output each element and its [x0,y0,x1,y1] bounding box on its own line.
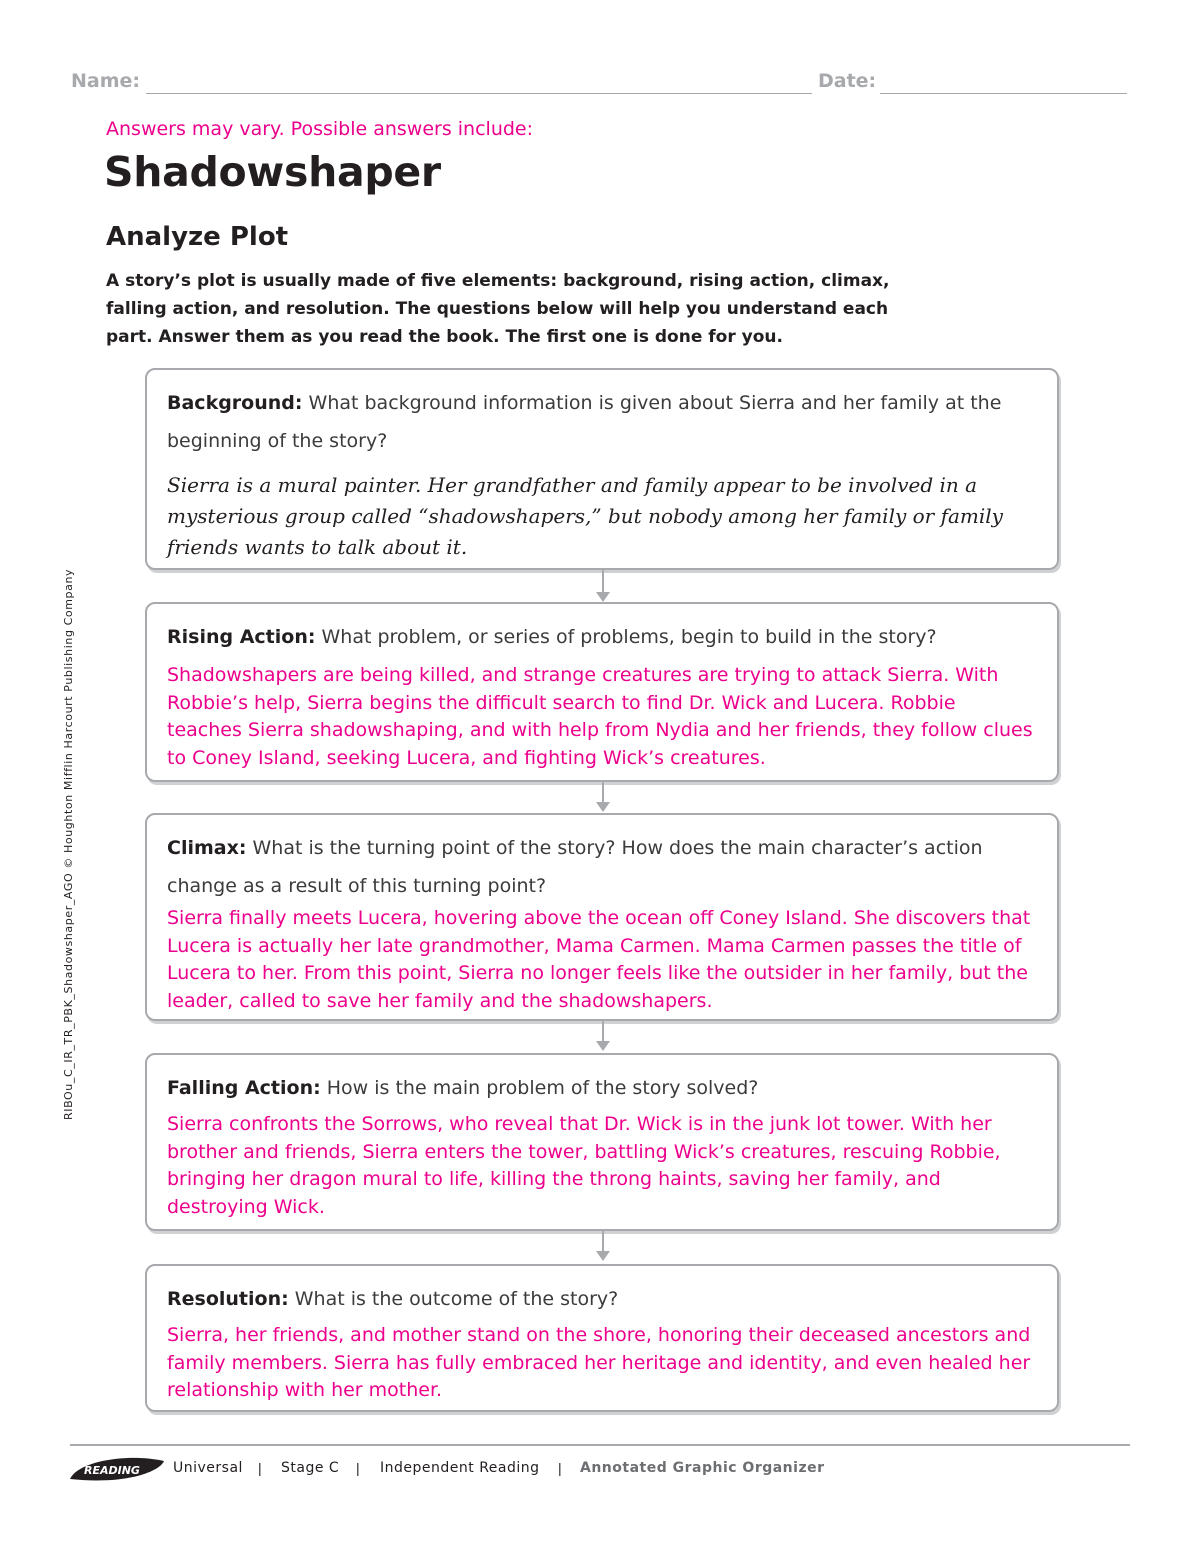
footer-divider [70,1444,1130,1446]
footer-doc-type: Annotated Graphic Organizer [580,1460,825,1476]
date-field[interactable] [880,93,1127,94]
question [167,1069,1035,1107]
page-title: Shadowshaper [104,148,441,196]
date-label: Date: [818,70,877,92]
plot-box-rising-action [145,602,1059,782]
answers-note: Answers may vary. Possible answers include: [106,118,534,140]
reading-logo [68,1455,166,1485]
question [167,384,1035,460]
footer-separator: | [356,1460,360,1476]
footer-separator: | [258,1460,262,1476]
name-label: Name: [71,70,141,92]
question-text: What is the turning point of the story? How does the main character’s action change as a result of this turning point? [167,837,983,897]
question-label: Background: [167,392,303,414]
section-subtitle: Analyze Plot [106,222,289,252]
answer-text: Sierra finally meets Lucera, hovering above the ocean off Coney Island. She discovers that Lucera is actually her late grandmother, Mama Carmen. Mama Carmen passes the title of Lucera to her. From this point, Sierra no longer feels like the outsider in her family, but the leader, called to save her family and the shadowshapers. [167,907,1031,1012]
answer-text: Sierra, her friends, and mother stand on the shore, honoring their deceased ancestors and family members. Sierra has fully embraced her heritage and identity, and even healed her relationship with her mother. [167,1324,1031,1401]
question-label: Resolution: [167,1288,289,1310]
footer-independent-reading: Independent Reading [380,1460,540,1476]
logo-text: READING [84,1464,140,1477]
question [167,1280,1035,1318]
question-text: How is the main problem of the story solved? [326,1077,759,1099]
plot-box-resolution [145,1264,1059,1412]
footer-universal: Universal [173,1460,243,1476]
plot-box-falling-action [145,1053,1059,1231]
question [167,829,1035,905]
intro-paragraph: A story’s plot is usually made of five elements: background, rising action, climax, falling action, and resolution. The questions below will help you understand each part. Answer them as you read the book. The first one is done for you. [106,271,890,347]
question [167,618,1035,656]
question-label: Falling Action: [167,1077,321,1099]
plot-box-climax [145,813,1059,1021]
footer-separator: | [558,1460,562,1476]
name-field[interactable] [146,93,812,94]
question-text: What problem, or series of problems, begin to build in the story? [321,626,937,648]
question-label: Climax: [167,837,247,859]
question-text: What is the outcome of the story? [294,1288,619,1310]
question-text: What background information is given about Sierra and her family at the beginning of the story? [167,392,1002,452]
footer-stage: Stage C [281,1460,340,1476]
handwritten-answer: Sierra is a mural painter. Her grandfather and family appear to be involved in a mysterious group called “shadowshapers,” but nobody among her family or family friends wants to talk about it. [167,473,1003,559]
question-label: Rising Action: [167,626,316,648]
side-credit: RIBOu_C_IR_TR_PBK_Shadowshaper_AGO © Houghton Mifflin Harcourt Publishing Company [62,568,75,1120]
answer-text: Sierra confronts the Sorrows, who reveal that Dr. Wick is in the junk lot tower. With her brother and friends, Sierra enters the tower, battling Wick’s creatures, rescuing Robbie, bringing her dragon mural to life, killing the throng haints, saving her family, and destroying Wick. [167,1113,1001,1218]
answer-text: Shadowshapers are being killed, and strange creatures are trying to attack Sierra. With Robbie’s help, Sierra begins the difficult search to find Dr. Wick and Lucera. Robbie teaches Sierra shadowshaping, and with help from Nydia and her friends, they follow clues to Coney Island, seeking Lucera, and fighting Wick’s creatures. [167,664,1033,769]
plot-box-background [145,368,1059,570]
